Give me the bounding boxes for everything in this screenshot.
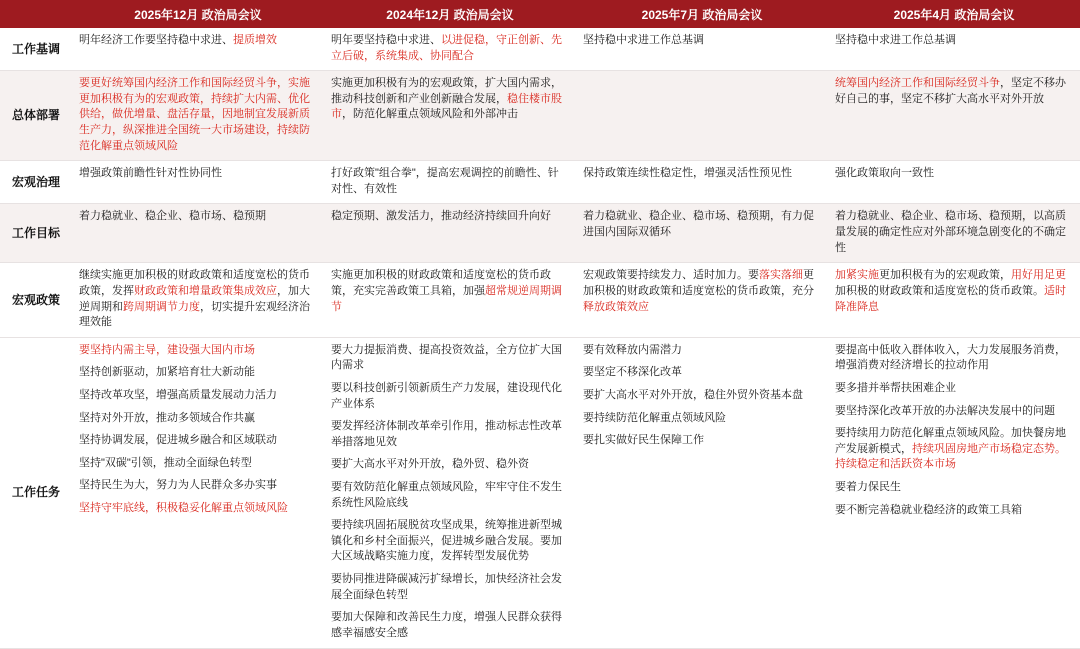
- text-run: 明年要坚持稳中求进、: [331, 34, 441, 46]
- text-run: 要坚持深化改革开放的办法解决发展中的问题: [835, 404, 1055, 417]
- text-run: 要坚持内需主导，建设强大国内市场: [79, 343, 255, 356]
- text-run: 打好政策"组合拳"，提高宏观调控的前瞻性、针对性、有效性: [331, 167, 559, 195]
- text-run: 宏观政策要持续发力、适时加力。要: [583, 269, 759, 282]
- list-item: [331, 610, 569, 641]
- text-run: 要加大保障和改善民生力度，增强人民群众获得感幸福感安全感: [331, 611, 562, 639]
- row-header-2: 宏观治理: [0, 161, 72, 204]
- list-item: [583, 433, 821, 449]
- cell-text: [331, 33, 569, 64]
- text-run: 坚持协调发展，促进城乡融合和区域联动: [79, 434, 277, 447]
- text-run: 要多措并举帮扶困难企业: [835, 381, 956, 394]
- table-row: [0, 204, 1080, 263]
- text-run: 坚持"双碳"引领，推动全面绿色转型: [79, 456, 252, 469]
- table-cell: [324, 204, 576, 263]
- list-item: [583, 343, 821, 359]
- cell-text: [79, 209, 317, 225]
- list-item: [331, 419, 569, 450]
- list-item: [835, 503, 1073, 519]
- text-run: 继续实施更加积极的财政政策和适度宽松的货币政策，发挥: [79, 269, 310, 297]
- list-item: [331, 480, 569, 511]
- list-item: [331, 343, 569, 374]
- text-run: 坚持守牢底线，积极稳妥化解重点领域风险: [79, 502, 288, 515]
- row-header-5: 工作任务: [0, 337, 72, 648]
- table-cell: [576, 204, 828, 263]
- text-run: 明年经济工作要坚持稳中求进、: [79, 34, 233, 46]
- list-item: [583, 388, 821, 404]
- table-cell: [828, 71, 1080, 161]
- header-cell-dec2024: 2024年12月 政治局会议: [324, 0, 576, 28]
- text-run: 要持续用力防范化解重点领域风险。加快餐房地产发展新模式，: [835, 427, 1066, 455]
- list-item: [835, 404, 1073, 420]
- list-item: [331, 381, 569, 412]
- list-item: [331, 457, 569, 473]
- cell-text: [79, 166, 317, 182]
- header-cell-topic: [0, 0, 72, 28]
- text-run: ，加大逆周期和: [79, 284, 310, 313]
- table-row: [0, 28, 1080, 71]
- text-run: 提质增效: [233, 34, 277, 46]
- text-run: 要扩大高水平对外开放，稳住外贸外资基本盘: [583, 388, 803, 401]
- text-run: 要持续巩固拓展脱贫攻坚成果，统筹推进新型城镇化和乡村全面振兴，促进城乡融合发展。要加大区域战略实施力度，发挥转型发展优势: [331, 519, 562, 563]
- cell-text: [79, 76, 317, 154]
- text-run: 要扩大高水平对外开放，稳外贸、稳外资: [331, 458, 529, 471]
- list-item: [79, 456, 317, 472]
- text-run: 要持续防范化解重点领域风险: [583, 411, 726, 424]
- text-run: 超常规逆周期调节: [331, 284, 562, 313]
- table-cell: [324, 337, 576, 648]
- text-run: 更加积极有为的宏观政策，: [879, 269, 1011, 282]
- table-cell: [72, 161, 324, 204]
- text-run: 要发挥经济体制改革牵引作用，推动标志性改革举措落地见效: [331, 420, 562, 448]
- text-run: 扩大内需、优化供给: [79, 92, 310, 121]
- table-cell: [828, 263, 1080, 337]
- cell-text: [331, 268, 569, 315]
- text-run: 跨周期调节力度: [123, 300, 200, 313]
- table-cell: [828, 337, 1080, 648]
- list-item: [583, 411, 821, 427]
- cell-text: [835, 268, 1073, 315]
- row-header-1: 总体部署: [0, 71, 72, 161]
- text-run: 落实落细: [759, 269, 803, 282]
- text-run: 着力稳就业、稳企业、稳市场、稳预期，以高质量发展的确定性应对外部环境急剧变化的不确定性: [835, 210, 1066, 254]
- text-run: 着力稳就业、稳企业、稳市场、稳预期，有力促进国内国际双循环: [583, 210, 814, 239]
- cell-text: [583, 209, 821, 240]
- table-row: [0, 71, 1080, 161]
- list-item: [835, 426, 1073, 473]
- text-run: ，做优增量、盘活存量，因地制宜发展新质生产力，纵深推进全国统一大市场建设，持续防范化解重点领域风险: [79, 108, 310, 152]
- table-cell: [324, 28, 576, 71]
- text-run: 以进促稳，守正创新、先立后破，系统集成、协同配合: [331, 34, 562, 62]
- cell-text: [835, 76, 1073, 107]
- text-run: 更加积极的财政政策和适度宽松的货币政策，充分: [583, 269, 814, 297]
- list-item: [835, 381, 1073, 397]
- table-cell: [324, 263, 576, 337]
- text-run: 坚持稳中求进工作总基调: [835, 34, 956, 46]
- text-run: 坚持创新驱动，加紧培育壮大新动能: [79, 366, 255, 379]
- text-run: 要有效防范化解重点领域风险，牢牢守住不发生系统性风险底线: [331, 481, 562, 509]
- row-header-3: 工作目标: [0, 204, 72, 263]
- table-row: [0, 263, 1080, 337]
- text-run: 统筹国内经济工作和国际经贸斗争: [835, 77, 1000, 90]
- list-item: [79, 411, 317, 427]
- cell-text: [583, 166, 821, 182]
- table-cell: [576, 161, 828, 204]
- text-run: 要着力保民生: [835, 481, 901, 494]
- text-run: 释放政策效应: [583, 300, 649, 313]
- header-cell-apr2025: 2025年4月 政治局会议: [828, 0, 1080, 28]
- table-cell: [828, 28, 1080, 71]
- text-run: ，切实提升宏观经济治理效能: [79, 300, 310, 329]
- list-item: [331, 572, 569, 603]
- text-run: 增强政策前瞻性针对性协同性: [79, 167, 222, 180]
- text-run: 用好用足更: [1011, 269, 1066, 282]
- cell-text: [79, 268, 317, 330]
- list-item: [79, 343, 317, 359]
- text-run: ，防范化解重点领域风险和外部冲击: [342, 108, 518, 121]
- table-cell: [576, 337, 828, 648]
- list-item: [79, 478, 317, 494]
- list-item: [79, 388, 317, 404]
- list-item: [331, 518, 569, 565]
- text-run: 实施更加积极有为的宏观政策，扩大国内需求，推动科技创新和产业创新融合发展，: [331, 77, 562, 105]
- cell-text: [331, 76, 569, 123]
- table-cell: [828, 161, 1080, 204]
- row-header-0: 工作基调: [0, 28, 72, 71]
- text-run: 财政政策和增量政策集成效应: [134, 284, 277, 297]
- text-run: 坚持改革攻坚，增强高质量发展动力活力: [79, 388, 277, 401]
- list-item: [79, 501, 317, 517]
- text-run: 要不断完善稳就业稳经济的政策工具箱: [835, 503, 1022, 516]
- cell-text: [331, 166, 569, 197]
- cell-text: [835, 166, 1073, 182]
- table-cell: [324, 161, 576, 204]
- text-run: 着力稳就业、稳企业、稳市场、稳预期: [79, 210, 266, 223]
- header-cell-dec2025: 2025年12月 政治局会议: [72, 0, 324, 28]
- text-run: ，坚定不移办好自己的事，坚定不移扩大高水平对外开放: [835, 77, 1066, 105]
- text-run: 持续巩固房地产市场稳定态势。持续稳定和活跃资本市场: [835, 442, 1066, 471]
- cell-text: [583, 33, 821, 49]
- cell-text: [583, 268, 821, 315]
- table-cell: [72, 337, 324, 648]
- text-run: 坚持稳中求进工作总基调: [583, 34, 704, 46]
- text-run: 要有效释放内需潜力: [583, 343, 682, 356]
- cell-text: [79, 33, 317, 49]
- text-run: 稳定预期、激发活力，推动经济持续回升向好: [331, 210, 551, 223]
- table-cell: [576, 28, 828, 71]
- list-item: [835, 480, 1073, 496]
- text-run: 强化政策取向一致性: [835, 167, 934, 180]
- table-cell: [72, 28, 324, 71]
- table-row: [0, 337, 1080, 648]
- list-item: [835, 343, 1073, 374]
- cell-text: [835, 33, 1073, 49]
- text-run: 加积极的财政政策和适度宽松的货币政策。: [835, 284, 1044, 297]
- table-cell: [324, 71, 576, 161]
- text-run: 保持政策连续性稳定性，增强灵活性预见性: [583, 167, 792, 180]
- header-cell-jul2025: 2025年7月 政治局会议: [576, 0, 828, 28]
- text-run: 要大力提振消费、提高投资效益，全方位扩大国内需求: [331, 343, 562, 372]
- table-cell: [72, 204, 324, 263]
- text-run: 坚持对外开放，推动多领域合作共赢: [79, 411, 255, 424]
- table-cell: [828, 204, 1080, 263]
- text-run: 加紧实施: [835, 269, 879, 282]
- text-run: 实施更加积极的财政政策和适度宽松的货币政策，充实完善政策工具箱，加强: [331, 269, 551, 297]
- table-header-row: [0, 0, 1080, 28]
- table-cell: [72, 263, 324, 337]
- text-run: 要以科技创新引领新质生产力发展，建设现代化产业体系: [331, 381, 562, 410]
- table-body: [0, 28, 1080, 648]
- text-run: 适时降准降息: [835, 284, 1066, 313]
- list-item: [583, 365, 821, 381]
- table-cell: [576, 263, 828, 337]
- row-header-4: 宏观政策: [0, 263, 72, 337]
- text-run: 要扎实做好民生保障工作: [583, 434, 704, 447]
- text-run: 要提高中低收入群体收入，大力发展服务消费，增强消费对经济增长的拉动作用: [835, 343, 1066, 372]
- table-cell: [72, 71, 324, 161]
- list-item: [79, 365, 317, 381]
- text-run: 要更好统筹国内经济工作和国际经贸斗争，实施更加积极有为的宏观政策，持续: [79, 77, 310, 105]
- text-run: 要协同推进降碳减污扩绿增长，加快经济社会发展全面绿色转型: [331, 573, 562, 601]
- table-cell: [576, 71, 828, 161]
- cell-text: [331, 209, 569, 225]
- text-run: 要坚定不移深化改革: [583, 366, 682, 379]
- text-run: 坚持民生为大，努力为人民群众多办实事: [79, 479, 277, 492]
- cell-text: [835, 209, 1073, 256]
- text-run: 稳住楼市股市: [331, 92, 562, 121]
- list-item: [79, 433, 317, 449]
- table-row: [0, 161, 1080, 204]
